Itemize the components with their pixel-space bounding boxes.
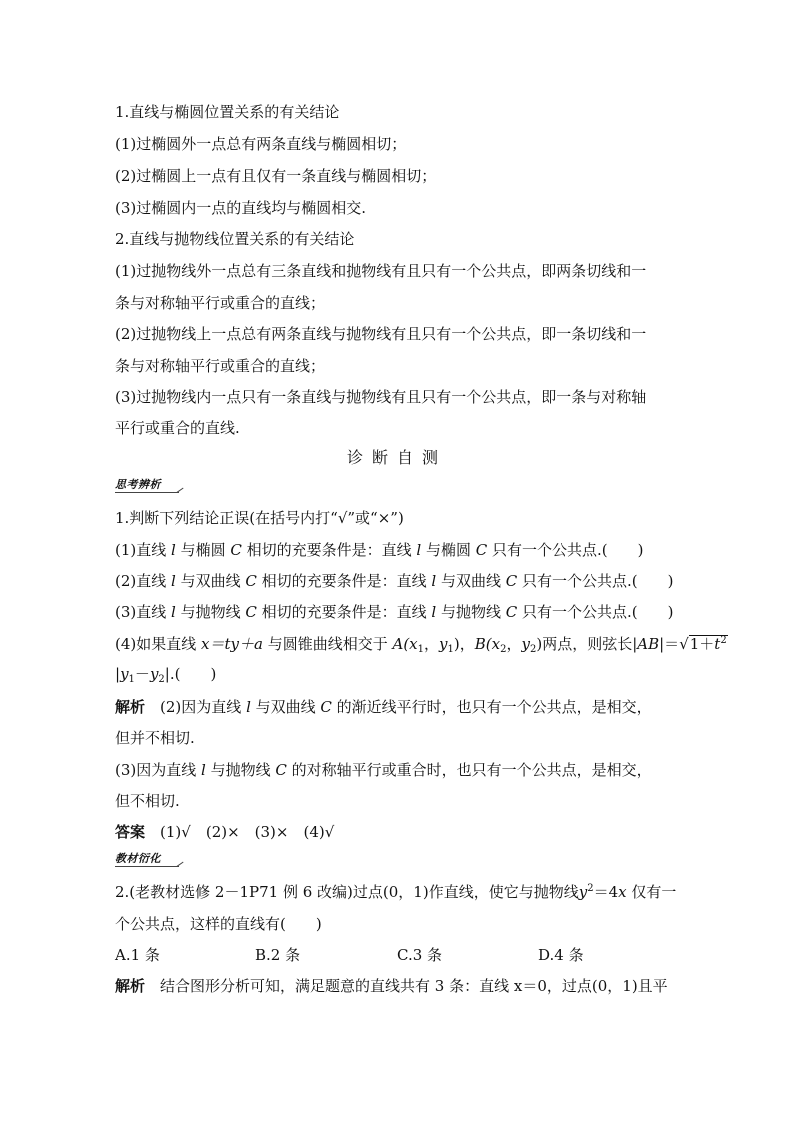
tag-underline bbox=[115, 860, 179, 867]
tag-textbook: 教材衍化 bbox=[115, 852, 161, 865]
section2-title: 2.直线与抛物线位置关系的有关结论 bbox=[115, 230, 355, 248]
q1-statement-3: (3)直线 l 与抛物线 C 相切的充要条件是：直线 l 与抛物线 C 只有一个公共点.( ) bbox=[115, 603, 674, 621]
tag-underline bbox=[115, 486, 179, 493]
q1-statement-4: (4)如果直线 x＝ty＋a 与圆锥曲线相交于 $A(x_1$，$y_1$)，$B(x_2$，$y_2$)两点，则弦长$|AB|=√1+t^2$ bbox=[115, 635, 727, 655]
section1-title: 1.直线与椭圆位置关系的有关结论 bbox=[115, 103, 340, 121]
q1-analysis-1: 解析 (2)因为直线 l 与双曲线 C 的渐近线平行时，也只有一个公共点，是相交， bbox=[115, 698, 652, 716]
section2-item-2: (2)过抛物线上一点总有两条直线与抛物线有且只有一个公共点，即一条切线和一 bbox=[115, 325, 647, 343]
q2-option-b: B.2 条 bbox=[255, 946, 301, 964]
section2-item-1-cont: 条与对称轴平行或重合的直线； bbox=[115, 294, 326, 312]
diagnosis-heading: 诊断自测 bbox=[346, 448, 447, 467]
q1-analysis-2-cont: 但不相切. bbox=[115, 792, 180, 810]
q1-statement-4-cont: $|y_1-y_2|$.( ) bbox=[115, 665, 217, 685]
section2-item-3: (3)过抛物线内一点只有一条直线与抛物线有且只有一个公共点，即一条与对称轴 bbox=[115, 388, 647, 406]
q1-analysis-2: (3)因为直线 l 与抛物线 C 的对称轴平行或重合时，也只有一个公共点，是相交， bbox=[115, 761, 652, 779]
q2-stem: 2.(老教材选修 2－1P71 例 6 改编)过点(0，1)作直线，使它与抛物线$y^2=4x$ 仅有一 bbox=[115, 883, 677, 901]
q1-statement-2: (2)直线 l 与双曲线 C 相切的充要条件是：直线 l 与双曲线 C 只有一个公共点.( ) bbox=[115, 572, 674, 590]
section1-item-3: (3)过椭圆内一点的直线均与椭圆相交. bbox=[115, 199, 367, 217]
q2-option-a: A.1 条 bbox=[115, 946, 160, 964]
q1-stem: 1.判断下列结论正误(在括号内打“√”或“×”) bbox=[115, 509, 404, 527]
section2-item-2-cont: 条与对称轴平行或重合的直线； bbox=[115, 357, 326, 375]
section1-item-1: (1)过椭圆外一点总有两条直线与椭圆相切； bbox=[115, 135, 407, 153]
section2-item-1: (1)过抛物线外一点总有三条直线和抛物线有且只有一个公共点，即两条切线和一 bbox=[115, 262, 647, 280]
q2-analysis: 解析 结合图形分析可知，满足题意的直线共有 3 条：直线 x＝0，过点(0，1)且平 bbox=[115, 977, 668, 995]
tag-thinking: 思考辨析 bbox=[115, 478, 161, 491]
q1-answer: 答案 (1)√ (2)× (3)× (4)√ bbox=[115, 823, 335, 841]
q2-option-c: C.3 条 bbox=[397, 946, 443, 964]
q2-option-d: D.4 条 bbox=[538, 946, 584, 964]
q1-statement-1: (1)直线 l 与椭圆 C 相切的充要条件是：直线 l 与椭圆 C 只有一个公共点.( ) bbox=[115, 541, 644, 559]
section2-item-3-cont: 平行或重合的直线. bbox=[115, 419, 240, 437]
q2-stem-cont: 个公共点，这样的直线有( ) bbox=[115, 915, 322, 933]
q1-analysis-1-cont: 但并不相切. bbox=[115, 729, 195, 747]
section1-item-2: (2)过椭圆上一点有且仅有一条直线与椭圆相切； bbox=[115, 167, 437, 185]
